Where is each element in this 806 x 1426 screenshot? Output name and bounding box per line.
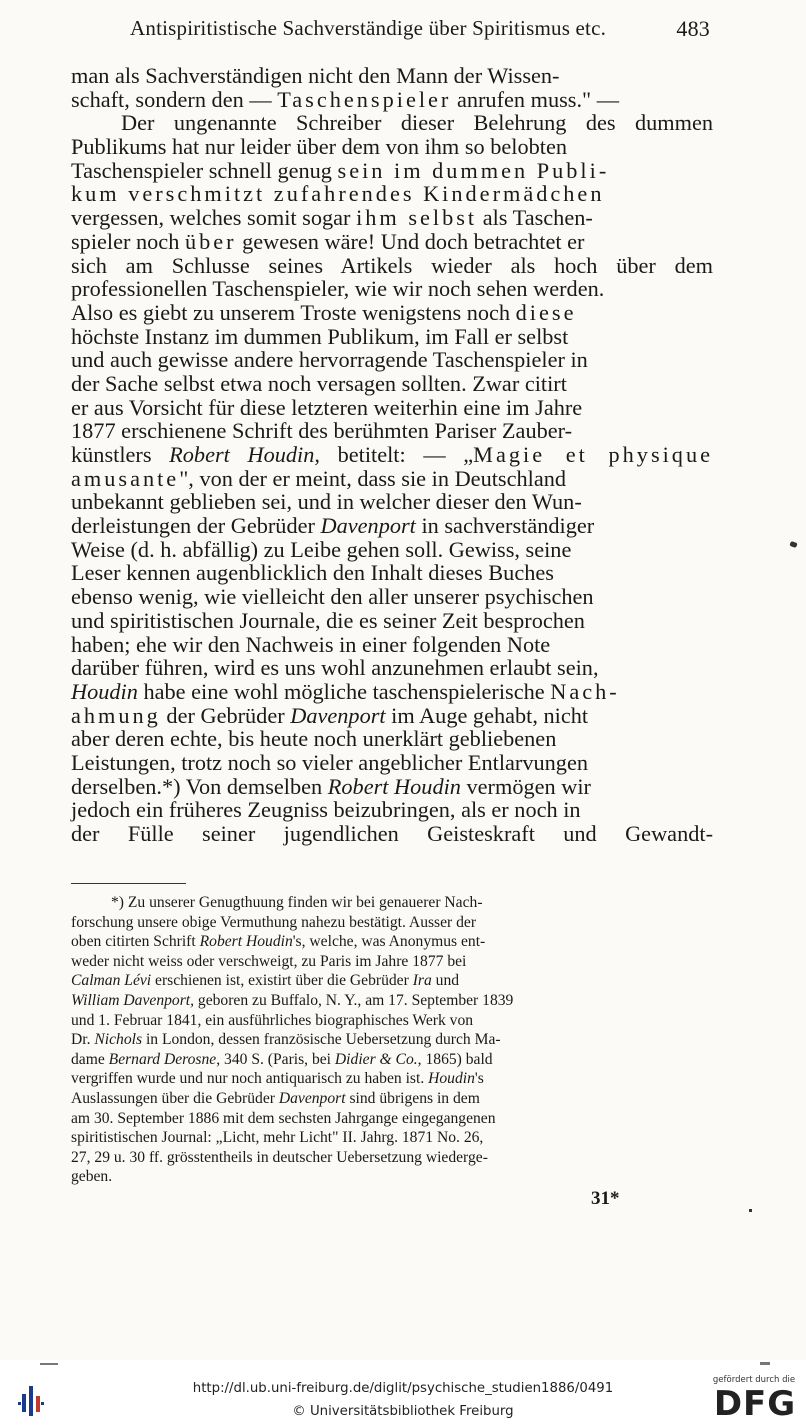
- text-segment: Houdin: [428, 1070, 475, 1088]
- text-line: [71, 1109, 711, 1129]
- text-segment: erschienen ist, existirt über die Gebrüder: [151, 972, 413, 990]
- text-line-content: [71, 1050, 493, 1070]
- text-segment: derselben.*) Von demselben: [71, 773, 328, 799]
- text-line-content: [121, 111, 713, 135]
- text-line-content: [71, 656, 599, 680]
- running-head: [130, 16, 710, 46]
- scan-edge-mark: [760, 1362, 770, 1365]
- text-segment: Publikums hat nur leider über dem von ihm so belobten: [71, 134, 568, 160]
- text-line-content: [71, 419, 572, 443]
- text-segment: Der ungenannte Schreiber dieser Belehrung des dummen: [121, 110, 713, 136]
- text-segment: sind übrigens in dem: [345, 1089, 480, 1107]
- text-segment: Didier & Co.: [334, 1050, 418, 1068]
- body-text: [71, 64, 713, 846]
- text-line: [71, 1050, 711, 1070]
- text-segment: diese: [515, 299, 577, 325]
- text-segment: *) Zu unserer Genugthuung finden wir bei genauerer Nach-: [111, 894, 483, 911]
- text-line-content: [71, 952, 466, 972]
- text-line-content: [71, 277, 604, 301]
- text-segment: vergessen, welches somit sogar: [71, 205, 357, 231]
- text-line-content: [71, 372, 567, 396]
- text-line: [71, 1167, 711, 1187]
- text-segment: habe eine wohl mögliche taschenspielerische: [137, 678, 551, 704]
- footnote: [71, 893, 711, 1187]
- text-line-content: [71, 1109, 496, 1129]
- text-line: [71, 111, 713, 135]
- footnote-rule: [71, 883, 186, 884]
- text-line: [71, 932, 711, 952]
- permalink-url[interactable]: http://dl.ub.uni-freiburg.de/diglit/psychische_studien1886/0491: [192, 1381, 614, 1396]
- text-segment: und 1. Februar 1841, ein ausführliches biographisches Werk von: [71, 1011, 474, 1029]
- text-segment: ahmung: [71, 702, 161, 728]
- text-line: [71, 277, 713, 301]
- text-segment: im Auge gehabt, nicht: [385, 702, 589, 728]
- text-segment: Weise (d. h. abfällig) zu Leibe gehen soll. Gewiss, seine: [71, 536, 572, 562]
- text-line-content: [71, 88, 619, 112]
- text-line-content: [71, 325, 568, 349]
- text-line-content: [71, 751, 588, 775]
- text-line: [71, 396, 713, 420]
- text-line-content: [71, 1128, 483, 1148]
- text-segment: William Davenport,: [71, 991, 195, 1009]
- text-line: [71, 656, 713, 680]
- text-segment: anrufen muss." —: [451, 86, 620, 112]
- text-segment: vergriffen wurde und nur noch antiquarisch zu haben ist.: [71, 1070, 429, 1088]
- text-segment: jedoch ein früheres Zeugniss beizubringen, als er noch in: [71, 797, 581, 823]
- text-line: [71, 952, 711, 972]
- text-line: [71, 1011, 711, 1031]
- text-segment: und auch gewisse andere hervorragende Taschenspieler in: [71, 347, 588, 373]
- text-segment: Ira: [412, 972, 432, 990]
- text-segment: der Gebrüder: [160, 702, 291, 728]
- text-segment: ihm selbst: [356, 205, 478, 231]
- stray-mark: [749, 1209, 752, 1212]
- text-line-content: [71, 490, 582, 514]
- text-line-content: [71, 348, 588, 372]
- signature-mark: 31*: [591, 1188, 620, 1209]
- text-segment: über: [184, 228, 237, 254]
- text-line: [71, 1069, 711, 1089]
- text-line-content: [71, 585, 594, 609]
- text-segment: und: [431, 972, 460, 990]
- text-segment: spiritistischen Journal: „Licht, mehr Licht" II. Jahrg. 1871 No. 26,: [71, 1129, 484, 1147]
- text-segment: Dr.: [71, 1031, 95, 1049]
- text-line: [71, 751, 713, 775]
- text-line: [71, 325, 713, 349]
- text-segment: oben citirten Schrift: [71, 933, 200, 951]
- text-segment: geboren zu Buffalo, N. Y., am 17. September 1839: [194, 991, 514, 1009]
- text-line-content: [71, 254, 713, 278]
- text-segment: als Taschen-: [477, 205, 593, 231]
- text-line: [71, 490, 713, 514]
- text-line-content: [71, 727, 556, 751]
- text-line: [71, 822, 713, 846]
- text-segment: geben.: [71, 1168, 113, 1186]
- text-line: [71, 182, 713, 206]
- text-line: [71, 159, 713, 183]
- text-line-content: [111, 893, 483, 913]
- text-line: [71, 585, 713, 609]
- text-line: [71, 609, 713, 633]
- text-line: [71, 680, 713, 704]
- text-line-content: [71, 704, 588, 728]
- text-line-content: [71, 991, 513, 1011]
- text-line: [71, 971, 711, 991]
- text-segment: Calman Lévi: [71, 972, 152, 990]
- text-segment: in London, dessen französische Uebersetzung durch Ma-: [142, 1031, 501, 1049]
- text-segment: Houdin: [71, 678, 138, 704]
- text-line: [71, 561, 713, 585]
- text-line-content: [71, 301, 576, 325]
- text-line: [71, 727, 713, 751]
- text-line: [71, 254, 713, 278]
- text-segment: Auslassungen über die Gebrüder: [71, 1089, 279, 1107]
- text-segment: spieler noch: [71, 228, 185, 254]
- text-segment: 's: [474, 1070, 484, 1088]
- text-line-content: [71, 182, 604, 206]
- text-segment: sich am Schlusse seines Artikels wieder als hoch über dem: [71, 252, 713, 278]
- text-line: [71, 348, 713, 372]
- text-segment: und spiritistischen Journale, die es seiner Zeit besprochen: [71, 607, 585, 633]
- text-line-content: [71, 514, 594, 538]
- text-line: [71, 1148, 711, 1168]
- text-line: [71, 633, 713, 657]
- text-segment: am 30. September 1886 mit dem sechsten Jahrgange eingegangenen: [71, 1109, 496, 1127]
- text-segment: dame: [71, 1050, 109, 1068]
- dfg-logo[interactable]: DFG: [713, 1384, 797, 1424]
- text-line-content: [71, 822, 713, 846]
- text-line: [71, 372, 713, 396]
- text-segment: 's, welche, was Anonymus ent-: [292, 933, 486, 951]
- text-segment: Nichols: [94, 1031, 143, 1049]
- text-line-content: [71, 1030, 501, 1050]
- text-segment: sein im dummen Publi-: [337, 157, 610, 183]
- text-segment: Taschenspieler schnell genug: [71, 157, 338, 183]
- text-line: [71, 538, 713, 562]
- text-line: [71, 704, 713, 728]
- text-segment: Robert Houdin: [199, 933, 293, 951]
- text-segment: künstlers: [71, 442, 170, 467]
- copyright-notice: © Universitätsbibliothek Freiburg: [292, 1404, 514, 1419]
- text-line: [71, 443, 713, 467]
- text-segment: gewesen wäre! Und doch betrachtet er: [236, 228, 585, 254]
- text-line: [71, 419, 713, 443]
- text-segment: 27, 29 u. 30 ff. grösstentheils in deutscher Uebersetzung wiederge-: [71, 1148, 488, 1166]
- text-segment: der Fülle seiner jugendlichen Geisteskraft und Gewandt-: [71, 821, 713, 846]
- text-segment: haben; ehe wir den Nachweis in einer folgenden Note: [71, 631, 551, 657]
- text-line: [71, 1128, 711, 1148]
- text-segment: ", von der er meint, dass sie in Deutschland: [179, 465, 567, 491]
- margin-mark: [789, 541, 797, 548]
- text-segment: Robert Houdin: [327, 773, 461, 799]
- text-line-content: [71, 230, 584, 254]
- text-segment: Leistungen, trotz noch so vieler angeblicher Entlarvungen: [71, 749, 588, 775]
- text-segment: vermögen wir: [460, 773, 591, 799]
- text-line-content: [71, 798, 581, 822]
- text-segment: weder nicht weiss oder verschweigt, zu Paris im Jahre 1877 bei: [71, 952, 467, 970]
- text-segment: darüber führen, wird es uns wohl anzunehmen erlaubt sein,: [71, 655, 599, 681]
- text-segment: professionellen Taschenspieler, wie wir noch sehen werden.: [71, 276, 605, 302]
- text-line: [71, 893, 711, 913]
- text-line-content: [71, 467, 566, 491]
- text-line-content: [71, 1089, 480, 1109]
- text-segment: er aus Vorsicht für diese letzteren weiterhin eine im Jahre: [71, 394, 583, 420]
- text-segment: unbekannt geblieben sei, und in welcher dieser den Wun-: [71, 489, 582, 515]
- text-segment: der Sache selbst etwa noch versagen sollten. Zwar citirt: [71, 370, 567, 396]
- text-line: [71, 135, 713, 159]
- text-segment: 1877 erschienene Schrift des berühmten Pariser Zauber-: [71, 418, 573, 444]
- text-segment: Davenport: [320, 513, 416, 539]
- text-segment: höchste Instanz im dummen Publikum, im Fall er selbst: [71, 323, 569, 349]
- text-segment: forschung unsere obige Vermuthung nahezu bestätigt. Ausser der: [71, 913, 477, 931]
- text-segment: aber deren echte, bis heute noch unerklärt gebliebenen: [71, 726, 557, 752]
- text-line-content: [71, 971, 459, 991]
- text-line: [71, 301, 713, 325]
- scan-edge-mark: [40, 1363, 58, 1365]
- text-line: [71, 514, 713, 538]
- text-line: [71, 913, 711, 933]
- text-line-content: [71, 633, 550, 657]
- text-line-content: [71, 206, 593, 230]
- text-line: [71, 991, 711, 1011]
- text-segment: amusante: [71, 465, 180, 491]
- dfg-caption: gefördert durch die: [712, 1375, 796, 1385]
- text-segment: ebenso wenig, wie vielleicht den aller unserer psychischen: [71, 584, 594, 610]
- text-segment: Robert Houdin,: [169, 442, 320, 467]
- text-segment: Bernard Derosne: [108, 1050, 217, 1068]
- text-segment: , 340 S. (Paris, bei: [216, 1050, 335, 1068]
- text-segment: , 1865) bald: [417, 1050, 493, 1068]
- text-line: [71, 88, 713, 112]
- text-line-content: [71, 64, 559, 88]
- text-line: [71, 467, 713, 491]
- text-line: [71, 206, 713, 230]
- text-segment: Magie et physique: [473, 442, 714, 467]
- text-line-content: [71, 561, 554, 585]
- text-line: [71, 64, 713, 88]
- text-line: [71, 798, 713, 822]
- text-segment: Nach-: [550, 678, 620, 704]
- text-line-content: [71, 932, 485, 952]
- text-line-content: [71, 1069, 484, 1089]
- text-line-content: [71, 913, 476, 933]
- text-line-content: [71, 396, 582, 420]
- running-head-title: Antispiritistische Sachverständige über Spiritismus etc.: [130, 16, 607, 40]
- text-segment: kum verschmitzt zufahrendes Kindermädchen: [71, 181, 605, 207]
- text-line-content: [71, 609, 585, 633]
- text-line: [71, 1030, 711, 1050]
- text-line-content: [71, 135, 567, 159]
- text-line-content: [71, 159, 609, 183]
- text-segment: betitelt: — „: [319, 442, 474, 467]
- text-segment: Leser kennen augenblicklich den Inhalt dieses Buches: [71, 560, 554, 586]
- text-line: [71, 775, 713, 799]
- text-line-content: [71, 1011, 473, 1031]
- text-line: [71, 1089, 711, 1109]
- text-segment: derleistungen der Gebrüder: [71, 513, 321, 539]
- text-line-content: [71, 1148, 488, 1168]
- text-line-content: [71, 538, 571, 562]
- text-line-content: [71, 443, 713, 467]
- text-segment: schaft, sondern den —: [71, 86, 278, 112]
- text-segment: Also es giebt zu unserem Troste wenigstens noch: [71, 299, 516, 325]
- text-segment: in sachverständiger: [415, 513, 595, 539]
- text-line-content: [71, 775, 591, 799]
- text-segment: man als Sachverständigen nicht den Mann der Wissen-: [71, 63, 560, 88]
- text-segment: Davenport: [278, 1089, 346, 1107]
- text-segment: Davenport: [290, 702, 386, 728]
- text-segment: Taschenspieler: [277, 86, 452, 112]
- text-line-content: [71, 680, 620, 704]
- page-number: 483: [676, 16, 710, 41]
- text-line-content: [71, 1167, 112, 1187]
- text-line: [71, 230, 713, 254]
